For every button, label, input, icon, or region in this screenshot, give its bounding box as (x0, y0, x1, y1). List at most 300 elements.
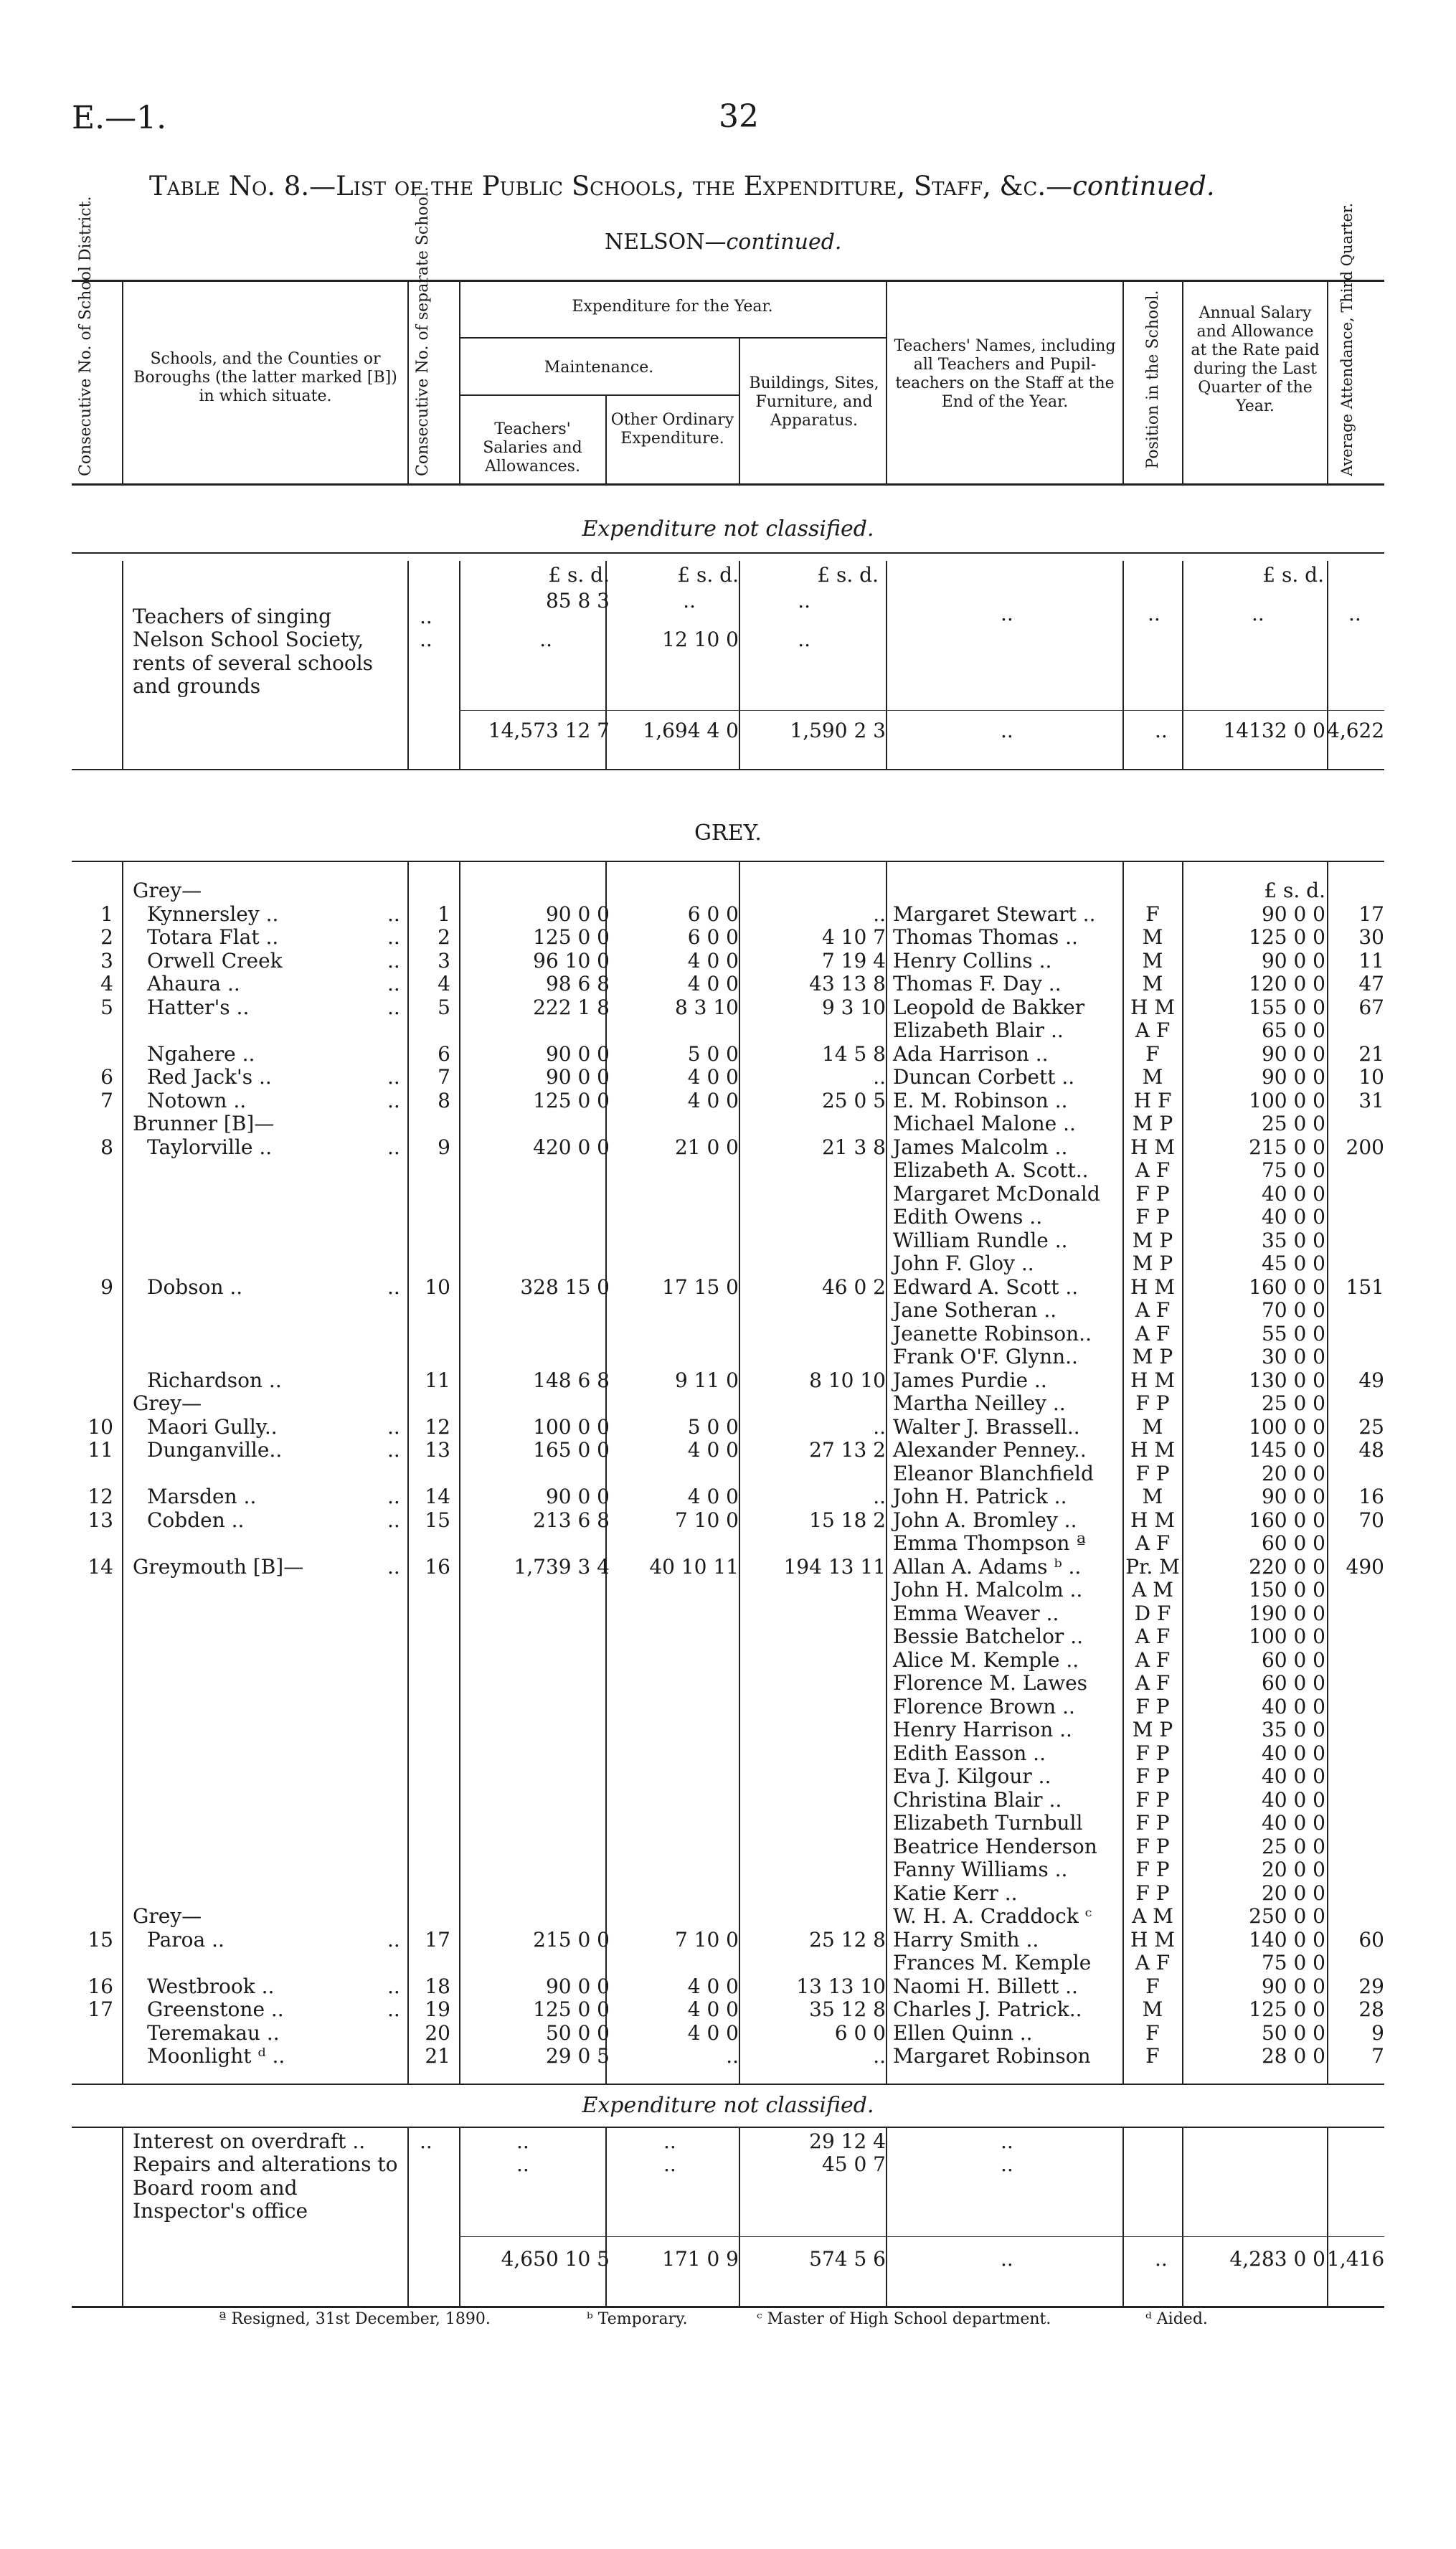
grey-cell-oth: 6 0 0 (687, 902, 739, 926)
grey-cell-s: 14 (425, 1485, 450, 1508)
grey-cell-ann: 40 0 0 (1261, 1764, 1325, 1788)
grey-cell-teacher: Henry Harrison .. (893, 1718, 1072, 1741)
grey-cell-ann: 100 0 0 (1249, 1414, 1325, 1439)
nelson-row-1-buildings: .. (798, 589, 810, 613)
nelson-row-1-school: Teachers of singing (133, 605, 332, 628)
grey-cell-att: 151 (1346, 1274, 1384, 1299)
grey-cell-s: 7 (438, 1065, 450, 1089)
grey-cell-teacher: Emma Weaver .. (893, 1601, 1059, 1625)
grey-cell-pos: M (1142, 925, 1163, 949)
grey-cell-oth: 4 0 0 (687, 1438, 739, 1462)
grey-cell-sal: 125 0 0 (533, 1997, 610, 2021)
grey-cell-d: 17 (88, 1997, 113, 2021)
grey-total-buildings: 574 5 6 (809, 2247, 886, 2271)
nelson-units-salaries: £ s. d. (548, 563, 610, 587)
grey-cell-d: 16 (88, 1974, 113, 1998)
grey-cell-teacher: Margaret McDonald (893, 1181, 1100, 1206)
grey-cell-teacher: Thomas F. Day .. (893, 972, 1062, 996)
grey-cell-teacher: Edith Easson .. (893, 1741, 1046, 1765)
grey-cell-ann: 45 0 0 (1261, 1252, 1325, 1275)
section-grey-title: GREY. (694, 820, 762, 846)
grey-cell-school: Orwell Creek (147, 948, 283, 973)
grey-cell-bld: 25 0 5 (821, 1088, 886, 1112)
grey-cell-att: 30 (1358, 925, 1384, 949)
grey-extra-2-buildings: 45 0 7 (821, 2152, 886, 2176)
grey-cell-bld: 25 12 8 (809, 1927, 886, 1952)
grey-cell-teacher: James Purdie .. (893, 1368, 1047, 1392)
grey-cell-school: Ahaura .. (147, 972, 240, 996)
grey-row (0, 1835, 1456, 1859)
grey-cell-sal: 328 15 0 (520, 1274, 610, 1299)
grey-cell-teacher: James Malcolm .. (893, 1135, 1068, 1159)
nelson-row-1-other: .. (683, 589, 696, 613)
grey-cell-school: Westbrook .. (147, 1974, 275, 1998)
grey-cell-pos: M (1142, 1065, 1163, 1089)
grey-cell-teacher: Katie Kerr .. (893, 1881, 1018, 1905)
grey-row: 8 Taylorville .. 9 420 0 0 21 0 0 21 3 8 James Malcolm .. H M 215 0 0 200 .. (0, 1136, 1456, 1160)
grey-cell-sal: 90 0 0 (545, 1974, 610, 1998)
grey-cell-bld: .. (873, 1414, 886, 1439)
header-position: Position in the School. (1144, 290, 1162, 469)
grey-cell-school: Maori Gully.. (147, 1414, 278, 1439)
grey-cell-oth: 4 0 0 (687, 2020, 739, 2045)
grey-cell-att: 9 (1371, 2020, 1384, 2045)
grey-cell-s: 12 (425, 1414, 450, 1439)
grey-row: 7 Notown .. 8 125 0 0 4 0 0 25 0 5 E. M. Robinson .. H F 100 0 0 31 .. (0, 1089, 1456, 1113)
grey-row (0, 2022, 1456, 2046)
grey-cell-teacher: Jeanette Robinson.. (893, 1321, 1092, 1346)
grey-cell-oth: 4 0 0 (687, 972, 739, 996)
grey-row (0, 1043, 1456, 1067)
grey-row (0, 1299, 1456, 1323)
grey-cell-ann: 40 0 0 (1261, 1811, 1325, 1835)
grey-cell-d: 5 (100, 995, 113, 1019)
grey-cell-d: 1 (100, 902, 113, 926)
grey-cell-school: Marsden .. (147, 1485, 257, 1508)
grey-row (0, 1392, 1456, 1416)
grey-cell-sal: 100 0 0 (533, 1414, 610, 1439)
grey-row: 3 Orwell Creek 3 96 10 0 4 0 0 7 19 4 Henry Collins .. M 90 0 0 11 .. (0, 950, 1456, 973)
grey-cell-ann: 250 0 0 (1249, 1904, 1325, 1928)
grey-cell-sal: 90 0 0 (545, 1485, 610, 1508)
grey-cell-bld: 15 18 2 (809, 1508, 886, 1532)
grey-cell-oth: .. (726, 2044, 739, 2068)
grey-cell-bld: 9 3 10 (821, 995, 886, 1019)
grey-cell-pos: A F (1135, 1951, 1171, 1975)
grey-cell-teacher: Elizabeth Blair .. (893, 1018, 1064, 1042)
grey-cell-ann: 40 0 0 (1261, 1741, 1325, 1765)
grey-cell-ann: 160 0 0 (1249, 1274, 1325, 1299)
grey-cell-d: 11 (88, 1438, 113, 1462)
grey-cell-pos: M P (1132, 1345, 1173, 1368)
grey-cell-school: Brunner [B]— (133, 1112, 275, 1135)
grey-cell-pos: H M (1130, 1368, 1175, 1392)
grey-cell-sal: 165 0 0 (533, 1438, 610, 1462)
grey-cell-ann: 20 0 0 (1261, 1858, 1325, 1881)
grey-cell-pos: A F (1135, 1158, 1171, 1182)
grey-cell-ann: 65 0 0 (1261, 1018, 1325, 1042)
page-number: 32 (719, 98, 759, 135)
grey-cell-school: Dunganville.. (147, 1438, 283, 1462)
grey-cell-teacher: Allan A. Adams ᵇ .. (893, 1554, 1082, 1579)
grey-cell-pos: M P (1132, 1252, 1173, 1275)
nelson-total-teachers: .. (1001, 719, 1013, 742)
grey-cell-pos: A F (1135, 1647, 1171, 1672)
header-attendance: Average Attendance, Third Quarter. (1338, 202, 1356, 476)
grey-cell-att: 67 (1358, 995, 1384, 1019)
grey-cell-school: Greenstone .. (147, 1997, 284, 2021)
grey-extra-2-teachers: .. (1001, 2152, 1013, 2176)
header-salaries: Teachers' Salaries and Allowances. (483, 420, 582, 476)
grey-cell-ann: 125 0 0 (1249, 925, 1325, 949)
grey-row (0, 2045, 1456, 2068)
footnote-a: ª Resigned, 31st December, 1890. (219, 2310, 491, 2328)
header-school-no: Consecutive No. of separate School. (414, 186, 432, 476)
grey-cell-ann: 190 0 0 (1249, 1601, 1325, 1625)
grey-cell-sal: 29 0 5 (545, 2044, 610, 2068)
grey-row (0, 1696, 1456, 1719)
grey-row (0, 1112, 1456, 1136)
grey-cell-att: 16 (1358, 1485, 1384, 1508)
grey-cell-pos: M (1142, 1997, 1163, 2021)
grey-cell-s: 6 (438, 1041, 450, 1066)
grey-cell-d: 12 (88, 1485, 113, 1508)
grey-extra-1-buildings: 29 12 4 (809, 2129, 886, 2153)
grey-cell-s: 17 (425, 1927, 450, 1952)
grey-cell-pos: F P (1135, 1764, 1170, 1788)
grey-cell-teacher: John H. Patrick .. (893, 1485, 1067, 1508)
grey-cell-teacher: Edith Owens .. (893, 1205, 1043, 1229)
grey-cell-sal: 125 0 0 (533, 925, 610, 949)
grey-cell-ann: 145 0 0 (1249, 1438, 1325, 1462)
grey-cell-bld: 7 19 4 (821, 948, 886, 973)
grey-cell-ann: 75 0 0 (1261, 1158, 1325, 1182)
grey-cell-pos: F P (1135, 1205, 1170, 1229)
grey-row (0, 1579, 1456, 1602)
grey-row: 15 Paroa .. 17 215 0 0 7 10 0 25 12 8 Harry Smith .. H M 140 0 0 60 .. (0, 1929, 1456, 1952)
grey-cell-pos: H M (1130, 1438, 1175, 1462)
section-nelson-title (605, 231, 841, 255)
grey-cell-sal: 50 0 0 (545, 2020, 610, 2045)
grey-row (0, 1323, 1456, 1346)
grey-cell-bld: 43 13 8 (809, 972, 886, 996)
grey-row (0, 1369, 1456, 1393)
grey-cell-oth: 4 0 0 (687, 1065, 739, 1089)
grey-row (0, 1252, 1456, 1276)
grey-row (0, 1625, 1456, 1649)
grey-cell-s: 21 (425, 2044, 450, 2068)
grey-cell-teacher: Frank O'F. Glynn.. (893, 1345, 1078, 1368)
page-ref: E.—1. (72, 100, 167, 136)
grey-cell-oth: 4 0 0 (687, 1485, 739, 1508)
grey-row (0, 1346, 1456, 1369)
grey-row (0, 1765, 1456, 1789)
grey-cell-pos: A M (1132, 1578, 1173, 1602)
grey-row: 17 Greenstone .. 19 125 0 0 4 0 0 35 12 8 Charles J. Patrick.. M 125 0 0 28 .. (0, 1998, 1456, 2022)
grey-cell-oth: 4 0 0 (687, 1997, 739, 2021)
grey-cell-teacher: Henry Collins .. (893, 948, 1052, 973)
header-teachers: Teachers' Names, including all Teachers and Pupil-teachers on the Staff at the End of the Year. (894, 337, 1116, 411)
grey-cell-bld: 46 0 2 (821, 1274, 886, 1299)
grey-cell-school: Hatter's .. (147, 995, 250, 1019)
grey-cell-ann: 90 0 0 (1261, 1974, 1325, 1998)
grey-cell-school: Red Jack's .. (147, 1065, 272, 1089)
footnote-d: ᵈ Aided. (1145, 2310, 1208, 2328)
grey-cell-att: 49 (1358, 1368, 1384, 1392)
grey-cell-s: 16 (425, 1554, 450, 1579)
grey-cell-oth: 7 10 0 (674, 1508, 739, 1532)
grey-cell-ann: 70 0 0 (1261, 1298, 1325, 1322)
grey-cell-pos: F (1145, 1041, 1160, 1066)
grey-total-salary: 4,283 0 0 (1229, 2247, 1325, 2271)
grey-cell-ann: 60 0 0 (1261, 1531, 1325, 1555)
grey-cell-ann: 155 0 0 (1249, 995, 1325, 1019)
grey-cell-att: 490 (1346, 1554, 1384, 1579)
grey-row (0, 1159, 1456, 1183)
grey-row: 1 Kynnersley .. 1 90 0 0 6 0 0 .. Margaret Stewart .. F 90 0 0 17 .. (0, 903, 1456, 927)
grey-cell-oth: 9 11 0 (674, 1368, 739, 1392)
grey-cell-d: 13 (88, 1508, 113, 1532)
grey-cell-ann: 220 0 0 (1249, 1554, 1325, 1579)
grey-cell-pos: F P (1135, 1858, 1170, 1881)
grey-cell-d: 15 (88, 1927, 113, 1952)
nelson-total-salaries: 14,573 12 7 (488, 719, 610, 742)
grey-cell-teacher: Florence Brown .. (893, 1694, 1075, 1718)
grey-cell-bld: 194 13 11 (783, 1554, 886, 1579)
grey-cell-teacher: Frances M. Kemple (893, 1951, 1092, 1975)
grey-row (0, 1858, 1456, 1882)
grey-cell-teacher: Christina Blair .. (893, 1787, 1062, 1812)
grey-cell-ann: 35 0 0 (1261, 1228, 1325, 1252)
grey-cell-pos: M (1142, 972, 1163, 996)
grey-cell-pos: A F (1135, 1531, 1171, 1555)
grey-cell-pos: H M (1130, 1274, 1175, 1299)
grey-cell-teacher: Beatrice Henderson (893, 1834, 1097, 1858)
grey-cell-att: 70 (1358, 1508, 1384, 1532)
grey-cell-school: Cobden .. (147, 1508, 245, 1532)
nelson-total-position: .. (1155, 719, 1168, 742)
grey-cell-att: 25 (1358, 1414, 1384, 1439)
nelson-total-other: 1,694 4 0 (643, 719, 739, 742)
grey-cell-school: Teremakau .. (147, 2020, 280, 2045)
grey-cell-att: 28 (1358, 1997, 1384, 2021)
grey-cell-ann: 90 0 0 (1261, 948, 1325, 973)
grey-cell-s: 11 (425, 1368, 450, 1392)
grey-extra-2-salaries: .. (516, 2152, 529, 2176)
grey-cell-s: 18 (425, 1974, 450, 1998)
grey-cell-att: 60 (1358, 1927, 1384, 1952)
grey-cell-school: Richardson .. (147, 1368, 282, 1392)
grey-cell-teacher: Emma Thompson ª (893, 1531, 1086, 1555)
grey-cell-pos: M P (1132, 1718, 1173, 1741)
grey-cell-teacher: Ada Harrison .. (893, 1041, 1049, 1066)
grey-row (0, 1789, 1456, 1812)
grey-cell-d: 10 (88, 1414, 113, 1439)
grey-cell-sal: 215 0 0 (533, 1927, 610, 1952)
grey-cell-school: Dobson .. (147, 1274, 243, 1299)
grey-cell-teacher: Walter J. Brassell.. (893, 1414, 1080, 1439)
grey-cell-pos: F P (1135, 1834, 1170, 1858)
grey-cell-school: Greymouth [B]— (133, 1554, 304, 1579)
grey-cell-d: 2 (100, 925, 113, 949)
grey-cell-pos: F P (1135, 1741, 1170, 1765)
grey-cell-ann: 90 0 0 (1261, 1065, 1325, 1089)
grey-total-position: .. (1155, 2247, 1168, 2271)
grey-cell-pos: M P (1132, 1228, 1173, 1252)
grey-cell-pos: F P (1135, 1881, 1170, 1905)
grey-cell-school: Moonlight ᵈ .. (147, 2044, 285, 2068)
grey-extra-1-other: .. (663, 2129, 676, 2153)
grey-cell-d: 7 (100, 1088, 113, 1112)
grey-cell-oth: 6 0 0 (687, 925, 739, 949)
grey-cell-bld: 21 3 8 (821, 1135, 886, 1159)
grey-cell-ann: 40 0 0 (1261, 1181, 1325, 1206)
grey-cell-teacher: E. M. Robinson .. (893, 1088, 1068, 1112)
grey-cell-school: Grey— (133, 1904, 202, 1928)
grey-cell-oth: 7 10 0 (674, 1927, 739, 1952)
grey-cell-bld: .. (873, 902, 886, 926)
grey-cell-oth: 21 0 0 (674, 1135, 739, 1159)
grey-cell-ann: 25 0 0 (1261, 1112, 1325, 1135)
grey-cell-s: 10 (425, 1274, 450, 1299)
nelson-row-1-salaries: 85 8 3 (545, 589, 610, 613)
grey-cell-ann: 215 0 0 (1249, 1135, 1325, 1159)
grey-cell-oth: 17 15 0 (662, 1274, 739, 1299)
grey-cell-bld: 27 13 2 (809, 1438, 886, 1462)
grey-cell-ann: 28 0 0 (1261, 2044, 1325, 2068)
grey-total-teachers: .. (1001, 2247, 1013, 2271)
grey-cell-pos: H F (1133, 1088, 1172, 1112)
grey-cell-bld: 6 0 0 (834, 2020, 886, 2045)
grey-row: 2 Totara Flat .. 2 125 0 0 6 0 0 4 10 7 Thomas Thomas .. M 125 0 0 30 .. (0, 926, 1456, 950)
grey-cell-oth: 5 0 0 (687, 1414, 739, 1439)
grey-cell-bld: 14 5 8 (821, 1041, 886, 1066)
grey-cell-pos: H M (1130, 995, 1175, 1019)
grey-cell-pos: F P (1135, 1461, 1170, 1485)
grey-cell-ann: 160 0 0 (1249, 1508, 1325, 1532)
grey-cell-teacher: Michael Malone .. (893, 1112, 1076, 1135)
grey-cell-pos: M (1142, 948, 1163, 973)
nelson-suffix: continued. (726, 230, 842, 255)
nelson-row-2-salaries: .. (539, 628, 552, 651)
grey-cell-ann: 100 0 0 (1249, 1625, 1325, 1648)
grey-cell-ann: 20 0 0 (1261, 1881, 1325, 1905)
grey-cell-teacher: Florence M. Lawes (893, 1671, 1088, 1695)
grey-row: 5 Hatter's .. 5 222 1 8 8 3 10 9 3 10 Leopold de Bakker H M 155 0 0 67 .. (0, 996, 1456, 1020)
grey-cell-sal: 213 6 8 (533, 1508, 610, 1532)
grey-cell-d: 4 (100, 972, 113, 996)
grey-cell-school: Kynnersley .. (147, 902, 279, 926)
grey-cell-teacher: Thomas Thomas .. (893, 925, 1078, 949)
grey-row: 16 Westbrook .. 18 90 0 0 4 0 0 13 13 10 Naomi H. Billett .. F 90 0 0 29 .. (0, 1975, 1456, 1999)
nelson-total-buildings: 1,590 2 3 (790, 719, 886, 742)
grey-cell-pos: A F (1135, 1298, 1171, 1322)
grey-row (0, 1206, 1456, 1229)
nelson-units-salary: £ s. d. (1262, 563, 1324, 587)
nelson-units-buildings: £ s. d. (817, 563, 879, 587)
grey-cell-att: 200 (1346, 1135, 1384, 1159)
title-prefix: Table No. 8.—List of the Public Schools, the Expenditure, Staff, &c.— (149, 171, 1073, 202)
grey-total-attendance: 1,416 (1327, 2247, 1385, 2271)
grey-cell-att: 10 (1358, 1065, 1384, 1089)
grey-cell-ann: 20 0 0 (1261, 1461, 1325, 1485)
grey-cell-ann: 125 0 0 (1249, 1997, 1325, 2021)
grey-row (0, 1229, 1456, 1253)
grey-cell-att: 29 (1358, 1974, 1384, 1998)
grey-cell-sal: 98 6 8 (545, 972, 610, 996)
grey-row: 9 Dobson .. 10 328 15 0 17 15 0 46 0 2 Edward A. Scott .. H M 160 0 0 151 .. (0, 1276, 1456, 1300)
grey-cell-pos: H M (1130, 1135, 1175, 1159)
nelson-row-2-buildings: .. (798, 628, 810, 651)
grey-cell-teacher: Harry Smith .. (893, 1927, 1039, 1952)
page-title (149, 171, 1215, 202)
grey-extra-2-school: Repairs and alterations to Board room and Inspector's office (133, 2152, 398, 2223)
grey-cell-teacher: Elizabeth Turnbull (893, 1811, 1083, 1835)
title-suffix: continued. (1072, 171, 1215, 202)
grey-cell-teacher: Martha Neilley .. (893, 1391, 1066, 1415)
grey-cell-teacher: William Rundle .. (893, 1228, 1068, 1252)
grey-cell-school: Taylorville .. (147, 1135, 273, 1159)
grey-row: 13 Cobden .. 15 213 6 8 7 10 0 15 18 2 John A. Bromley .. H M 160 0 0 70 .. (0, 1509, 1456, 1533)
grey-total-salaries: 4,650 10 5 (501, 2247, 610, 2271)
grey-cell-bld: .. (873, 1065, 886, 1089)
grey-row (0, 1742, 1456, 1766)
grey-row (0, 1718, 1456, 1742)
grey-cell-ann: 50 0 0 (1261, 2020, 1325, 2045)
grey-cell-pos: F P (1135, 1787, 1170, 1812)
grey-cell-oth: 4 0 0 (687, 1974, 739, 1998)
grey-cell-oth: 40 10 11 (649, 1554, 739, 1579)
grey-cell-pos: Pr. M (1125, 1554, 1180, 1579)
grey-row (0, 1532, 1456, 1556)
grey-cell-ann: 25 0 0 (1261, 1391, 1325, 1415)
grey-cell-bld: 13 13 10 (796, 1974, 886, 1998)
header-other: Other Ordinary Expenditure. (610, 411, 734, 448)
grey-cell-sal: 148 6 8 (533, 1368, 610, 1392)
grey-row: 11 Dunganville.. 13 165 0 0 4 0 0 27 13 2 Alexander Penney.. H M 145 0 0 48 .. (0, 1439, 1456, 1462)
grey-cell-ann: 75 0 0 (1261, 1951, 1325, 1975)
grey-cell-sal: 96 10 0 (533, 948, 610, 973)
grey-row: 14 Greymouth [B]— 16 1,739 3 4 40 10 11 194 13 11 Allan A. Adams ᵇ .. Pr. M 220 0 0 490 .. (0, 1556, 1456, 1579)
grey-cell-teacher: Fanny Williams .. (893, 1858, 1068, 1881)
grey-cell-pos: M P (1132, 1112, 1173, 1135)
nelson-row-2-other: 12 10 0 (662, 628, 739, 651)
grey-cell-s: 15 (425, 1508, 450, 1532)
grey-cell-s: 4 (438, 972, 450, 996)
grey-row (0, 1019, 1456, 1043)
nelson-row-2-school: Nelson School Society, rents of several schools and grounds (133, 628, 374, 698)
footnote-b: ᵇ Temporary. (587, 2310, 688, 2328)
grey-row: 6 Red Jack's .. 7 90 0 0 4 0 0 .. Duncan Corbett .. M 90 0 0 10 .. (0, 1066, 1456, 1089)
grey-cell-pos: F P (1135, 1811, 1170, 1835)
grey-cell-ann: 25 0 0 (1261, 1834, 1325, 1858)
grey-cell-ann: 40 0 0 (1261, 1694, 1325, 1718)
grey-cell-pos: H M (1130, 1508, 1175, 1532)
grey-cell-sal: 222 1 8 (533, 995, 610, 1019)
grey-cell-pos: F P (1135, 1694, 1170, 1718)
grey-cell-ann: 100 0 0 (1249, 1088, 1325, 1112)
grey-extra-2-other: .. (663, 2152, 676, 2176)
grey-extra-1-salaries: .. (516, 2129, 529, 2153)
grey-cell-sal: 90 0 0 (545, 1065, 610, 1089)
grey-not-classified-label: Expenditure not classified. (582, 2093, 874, 2118)
nelson-not-classified-label: Expenditure not classified. (582, 516, 874, 542)
grey-cell-ann: 40 0 0 (1261, 1787, 1325, 1812)
grey-cell-pos: F (1145, 2044, 1160, 2068)
grey-cell-ann: 90 0 0 (1261, 902, 1325, 926)
grey-cell-ann: 60 0 0 (1261, 1671, 1325, 1695)
grey-cell-teacher: Eleanor Blanchfield (893, 1461, 1094, 1485)
